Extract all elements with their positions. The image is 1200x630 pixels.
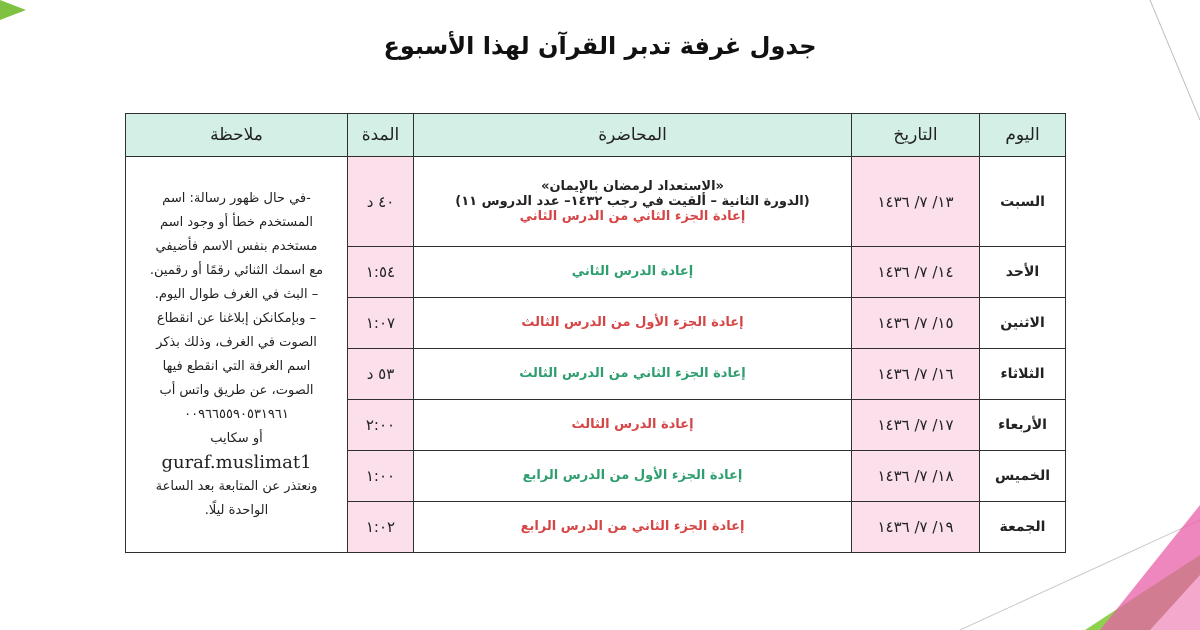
top-left-green-triangle xyxy=(0,0,26,20)
header-duration: المدة xyxy=(348,114,414,157)
lecture-cell: إعادة الدرس الثالث xyxy=(414,399,852,450)
note-line: المستخدم خطأ أو وجود اسم xyxy=(160,214,313,230)
note-line: ونعتذر عن المتابعة بعد الساعة xyxy=(155,478,318,494)
date-cell: ١٩/ ٧/ ١٤٣٦ xyxy=(852,501,980,552)
lecture-cell: إعادة الجزء الثاني من الدرس الثالث xyxy=(414,348,852,399)
note-skype-id: guraf.muslimat1 xyxy=(161,451,312,473)
duration-cell: ١:٠٧ xyxy=(348,297,414,348)
lecture-title: إعادة الجزء الثاني من الدرس الثاني xyxy=(519,209,746,224)
date-cell: ١٨/ ٧/ ١٤٣٦ xyxy=(852,450,980,501)
date-cell: ١٧/ ٧/ ١٤٣٦ xyxy=(852,399,980,450)
note-line: – البث في الغرف طوال اليوم. xyxy=(154,286,319,302)
page-title: جدول غرفة تدبر القرآن لهذا الأسبوع xyxy=(383,32,817,60)
note-line: الصوت في الغرف، وذلك بذكر xyxy=(156,334,317,350)
note-line: اسم الغرفة التي انقطع فيها xyxy=(162,358,311,374)
day-cell: الأحد xyxy=(980,247,1066,298)
day-cell: الخميس xyxy=(980,450,1066,501)
duration-cell: ١:٠٢ xyxy=(348,501,414,552)
lecture-cell: إعادة الجزء الثاني من الدرس الرابع xyxy=(414,501,852,552)
header-day: اليوم xyxy=(980,114,1066,157)
right-diagonal-line xyxy=(1150,0,1200,120)
note-line: -في حال ظهور رسالة: اسم xyxy=(162,190,311,206)
duration-cell: ١:٥٤ xyxy=(348,247,414,298)
note-line: الواحدة ليلًا. xyxy=(204,502,269,518)
table-row xyxy=(126,157,1066,247)
date-cell: ١٣/ ٧/ ١٤٣٦ xyxy=(852,157,980,247)
day-cell: الأربعاء xyxy=(980,399,1066,450)
duration-cell: ١:٠٠ xyxy=(348,450,414,501)
lecture-series-title: «الاستعداد لرمضان بالإيمان» xyxy=(541,179,724,194)
day-cell: السبت xyxy=(980,157,1066,247)
duration-cell: ٥٣ د xyxy=(348,348,414,399)
note-phone-number: ٠٠٩٦٦٥٥٩٠٥٣١٩٦١ xyxy=(184,406,289,422)
duration-cell: ٤٠ د xyxy=(348,157,414,247)
date-cell: ١٤/ ٧/ ١٤٣٦ xyxy=(852,247,980,298)
lecture-cell xyxy=(414,157,852,247)
lecture-cell: إعادة الجزء الأول من الدرس الثالث xyxy=(414,297,852,348)
day-cell: الثلاثاء xyxy=(980,348,1066,399)
table-header-row xyxy=(126,114,1066,157)
note-line: الصوت، عن طريق واتس أب xyxy=(159,382,314,398)
lecture-cell: إعادة الجزء الأول من الدرس الرابع xyxy=(414,450,852,501)
header-note: ملاحظة xyxy=(126,114,348,157)
header-lecture: المحاضرة xyxy=(414,114,852,157)
note-line: مع اسمك الثنائي رقمًا أو رقمين. xyxy=(149,262,324,278)
date-cell: ١٥/ ٧/ ١٤٣٦ xyxy=(852,297,980,348)
day-cell: الجمعة xyxy=(980,501,1066,552)
header-date: التاريخ xyxy=(852,114,980,157)
lecture-cell: إعادة الدرس الثاني xyxy=(414,247,852,298)
note-cell xyxy=(126,157,348,553)
schedule-table xyxy=(125,113,1066,553)
day-cell: الاثنين xyxy=(980,297,1066,348)
duration-cell: ٢:٠٠ xyxy=(348,399,414,450)
date-cell: ١٦/ ٧/ ١٤٣٦ xyxy=(852,348,980,399)
note-line: مستخدم بنفس الاسم فأضيفي xyxy=(155,238,318,254)
lecture-series-info: (الدورة الثانية – ألقيت في رجب ١٤٣٢– عدد الدروس ١١) xyxy=(455,194,810,209)
note-line: أو سكايب xyxy=(210,430,263,446)
note-line: – وبإمكانكن إبلاغنا عن انقطاع xyxy=(156,310,317,326)
